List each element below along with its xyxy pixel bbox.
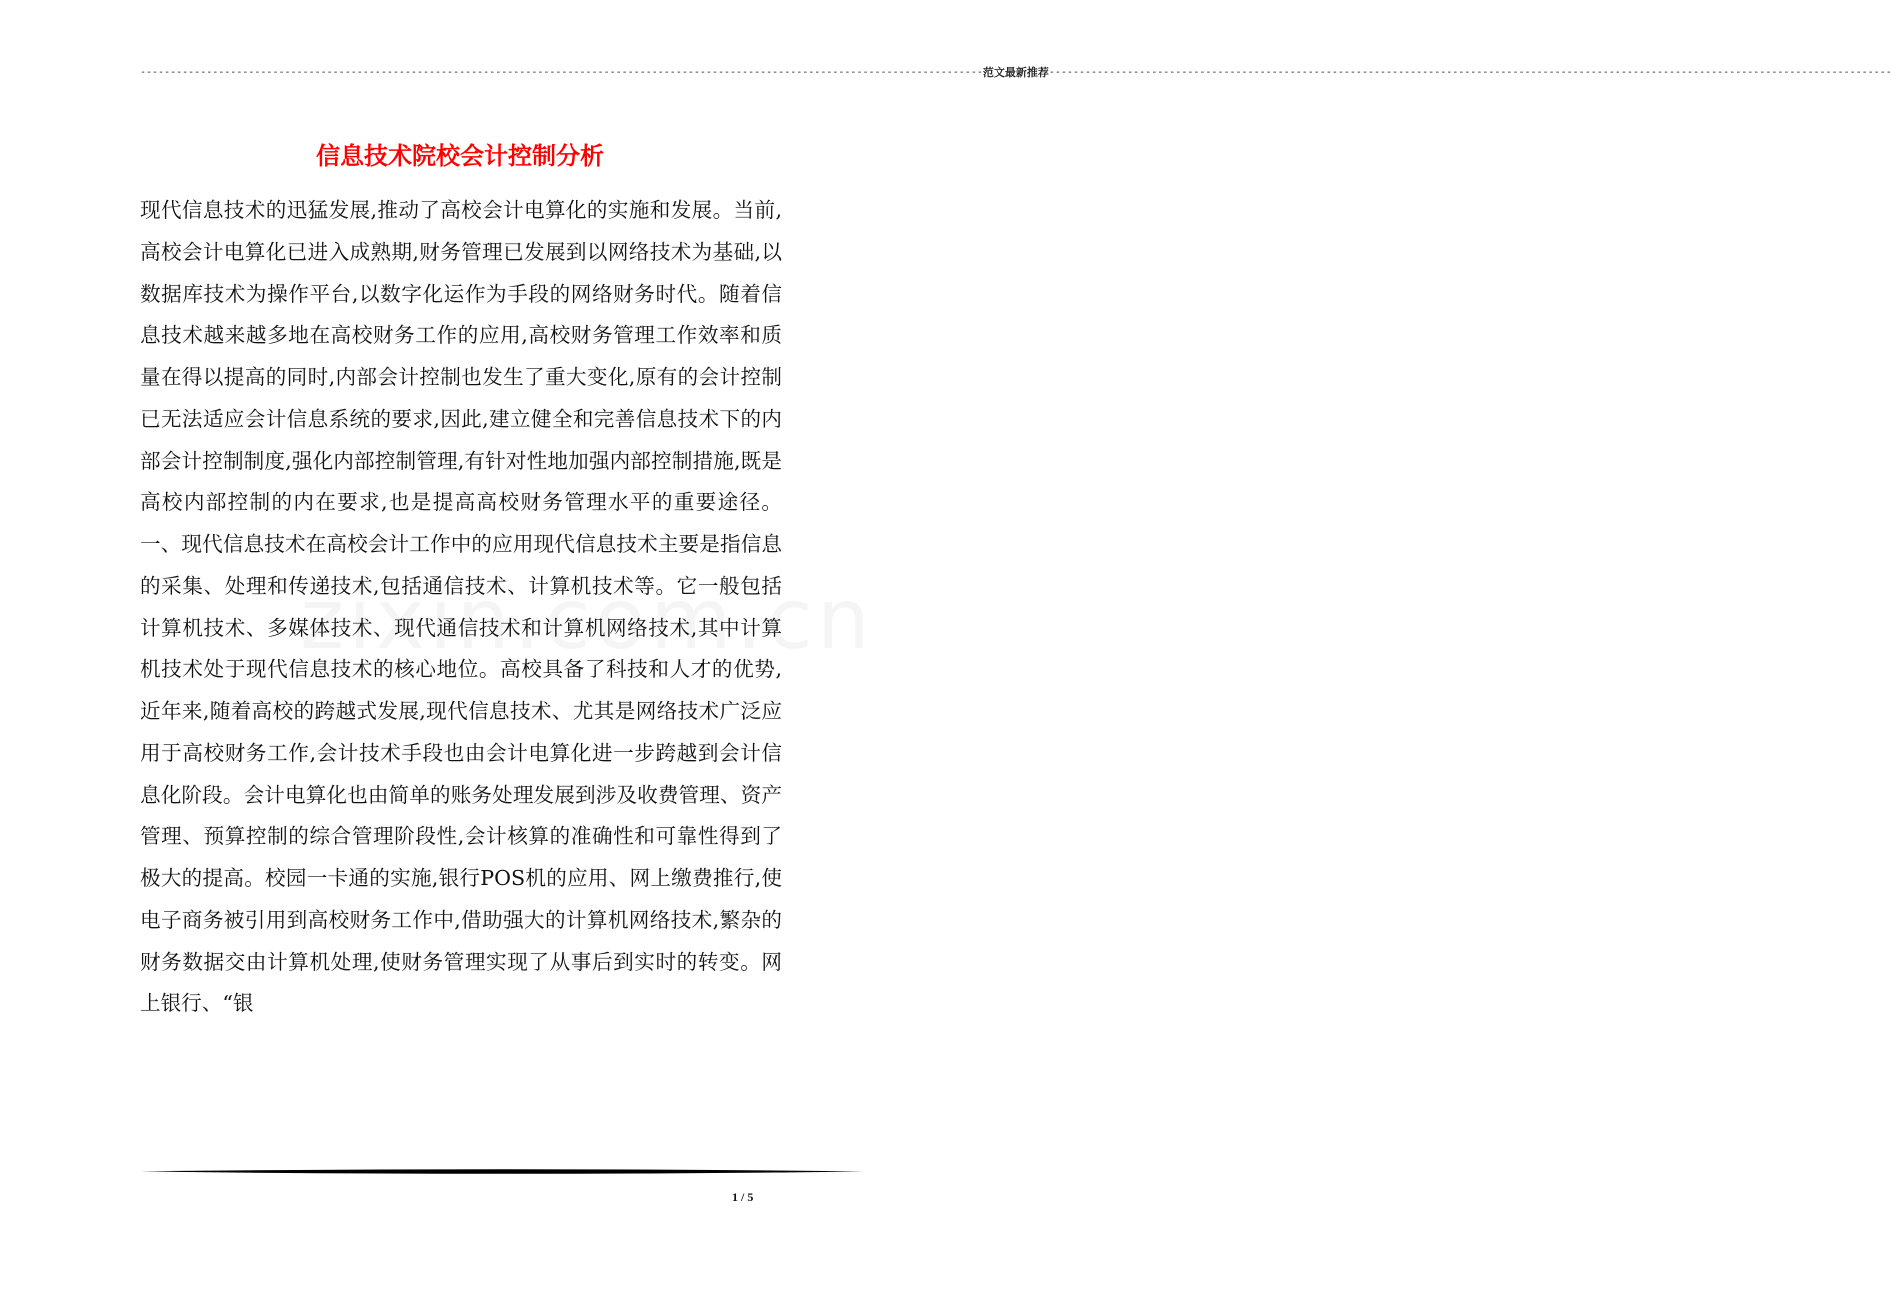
footer-rule	[140, 1168, 864, 1175]
page-header	[140, 66, 1892, 80]
document-body: 现代信息技术的迅猛发展,推动了高校会计电算化的实施和发展。当前,高校会计电算化已进入成熟期,财务管理已发展到以网络技术为基础,以数据库技术为操作平台,以数字化运作为手段的网络财务时代。随着信息技术越来越多地在高校财务工作的应用,高校财务管理工作效率和质量在得以提高的同时,内部会计控制也发生了重大变化,原有的会计控制已无法适应会计信息系统的要求,因此,建立健全和完善信息技术下的内部会计控制制度,强化内部控制管理,有针对性地加强内部控制措施,既是高校内部控制的内在要求,也是提高高校财务管理水平的重要途径。一、现代信息技术在高校会计工作中的应用现代信息技术主要是指信息的采集、处理和传递技术,包括通信技术、计算机技术等。它一般包括计算机技术、多媒体技术、现代通信技术和计算机网络技术,其中计算机技术处于现代信息技术的核心地位。高校具备了科技和人才的优势,近年来,随着高校的跨越式发展,现代信息技术、尤其是网络技术广泛应用于高校财务工作,会计技术手段也由会计电算化进一步跨越到会计信息化阶段。会计电算化也由简单的账务处理发展到涉及收费管理、资产管理、预算控制的综合管理阶段性,会计核算的准确性和可靠性得到了极大的提高。校园一卡通的实施,银行POS机的应用、网上缴费推行,使电子商务被引用到高校财务工作中,借助强大的计算机网络技术,繁杂的财务数据交由计算机处理,使财务管理实现了从事后到实时的转变。网上银行、“银	[140, 198, 782, 1016]
page-number: 1 / 5	[732, 1190, 754, 1204]
footer-rule-graphic	[140, 1168, 864, 1175]
header-dash-left: --------------------------------------------------------------------------------------------------------------------------------------------	[140, 67, 983, 78]
header-label: 范文最新推荐	[982, 66, 1049, 79]
document-title: 信息技术院校会计控制分析	[316, 142, 604, 171]
header-dash-right: --------------------------------------------------------------------------------------------------------------------------------------------	[1048, 67, 1892, 78]
